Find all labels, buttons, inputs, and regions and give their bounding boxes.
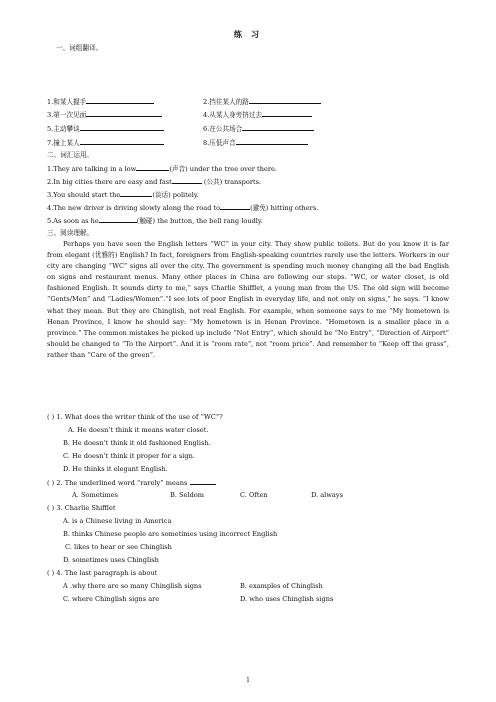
phrase-item: 8.压低声音	[203, 138, 308, 147]
answer-option: A. Sometimes	[72, 491, 118, 499]
section-heading-phrases: 一、词组翻译。	[56, 44, 103, 52]
question-stem: ( ) 2. The underlined word “rarely” means	[47, 478, 216, 487]
section-heading-reading: 三、阅读理解。	[47, 229, 94, 237]
page-title: 练 习	[233, 29, 263, 39]
phrase-item: 6.在公共场合	[203, 124, 314, 133]
answer-option: B. thinks Chinese people are sometimes using incorrect English	[63, 530, 278, 538]
vocab-item: 1.They are talking in a low (声音) under the tree over there.	[47, 165, 277, 173]
answer-option: B. He doesn’t think it old fashioned English.	[63, 439, 211, 447]
answer-option: A. is a Chinese living in America	[63, 517, 172, 525]
answer-option: D. who uses Chinglish signs	[240, 595, 334, 603]
answer-option: C. He doesn’t think it proper for a sign.	[63, 452, 195, 460]
answer-option: D. He thinks it elegant English.	[63, 465, 168, 473]
phrase-item: 4.从某人身旁挤过去	[203, 110, 312, 119]
answer-option: C. Often	[240, 491, 268, 499]
vocab-item: 4.The new driver is driving slowly along the road to (避免) hitting others.	[47, 204, 319, 212]
question-stem: ( ) 1. What does the writer think of the use of “WC”?	[47, 413, 223, 421]
phrase-item: 7.撞上某人	[47, 138, 164, 147]
answer-option: A .why there are so many Chinglish signs	[63, 582, 202, 590]
vocab-item: 3.You should start the (谈话) politely.	[47, 191, 199, 199]
page-number: 1	[246, 677, 250, 684]
reading-passage: Perhaps you have seen the English letters “WC” in your city. They show public toilets. But do you know it is far from elegant (优雅的) English? In fact, foreigners from English-speaking countries rarely use the letters. Workers in our city are changing “WC” signs all over the city. The government is spending much money changing all the bad English on signs and restaurant menus. Many other places in China are following our steps. “WC, or water closet, is old fashioned English. It sounds dirty to me,” says Charlie Shifflet, a young man from the US. The old sign will become “Gents/Men” and “Ladies/Women”.“I see lots of poor English in everyday life, and not only on signs,” he says. “I know what they mean. But they are Chinglish, not real English. For example, when someone says to me “My hometown is Henan Province, I know he should say: “My hometown is in Henan Province. “Hometown is a smaller place in a province.” The common mistakes he picked up include “Not Entry”, which should be “No Entry”, “Direction of Airport” should be changed to “To the Airport”. And it is “room rate”, not “room price”. And remember to “Keep off the grass”, rather than “Care of the green”.	[47, 240, 449, 359]
question-stem: ( ) 3. Charlie Shifflet	[47, 504, 116, 512]
section-heading-vocabulary: 二、词汇运用。	[47, 151, 94, 159]
answer-option: B. examples of Chinglish	[240, 582, 323, 590]
vocab-item: 2.In big cities there are easy and fast (公共) transports.	[47, 178, 262, 186]
answer-option: A. He doesn’t think it means water closet.	[68, 426, 209, 434]
vocab-item: 5.As soon as he (触碰) the button, the bell rang loudly.	[47, 217, 263, 225]
question-stem: ( ) 4. The last paragraph is about	[47, 569, 158, 577]
phrase-item: 2.挡住某人的路	[203, 97, 321, 106]
answer-option: D. sometimes uses Chinglish	[63, 556, 159, 564]
phrase-item: 3.第一次见面	[47, 110, 162, 119]
phrase-item: 5.主动攀谈	[47, 124, 164, 133]
answer-option: C. likes to hear or see Chinglish	[65, 543, 172, 551]
phrase-item: 1.和某人握手	[47, 97, 154, 106]
answer-option: C. where Chinglish signs are	[63, 595, 160, 603]
answer-option: D. always	[311, 491, 343, 499]
answer-option: B. Seldom	[170, 491, 205, 499]
